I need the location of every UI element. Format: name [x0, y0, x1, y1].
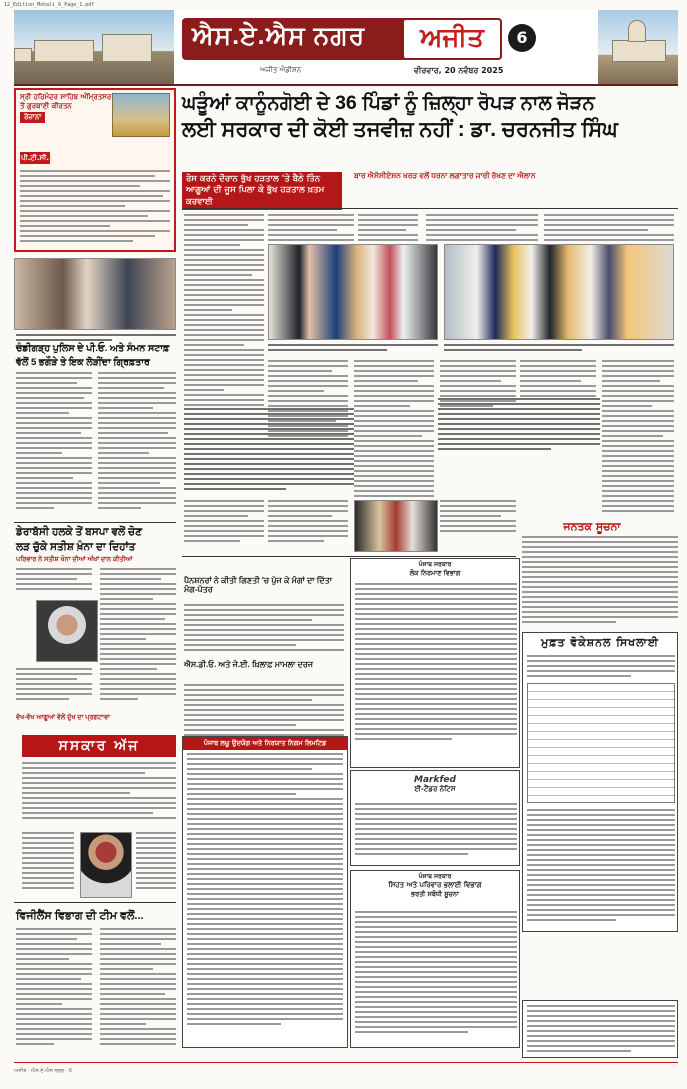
condolence-line: ਵੱਖ-ਵੱਖ ਆਗੂਆਂ ਵੱਲੋਂ ਦੁੱਖ ਦਾ ਪ੍ਰਗਟਾਵਾ — [16, 714, 111, 721]
promo-label: ਪੀ.ਟੀ.ਸੀ. — [21, 154, 49, 162]
satish-khanna-headline: ਲੜ ਚੁੱਕੇ ਸਤੀਸ਼ ਖ਼ੰਨਾ ਦਾ ਦਿਹਾਂਤ — [16, 541, 136, 553]
promo-headline: ਸ੍ਰੀ ਹਰਿਮੰਦਰ ਸਾਹਿਬ ਅੰਮ੍ਰਿਤਸਰ ਤੋਂ ਗੁਰਬਾਣੀ ਕੀਰਤਨ — [20, 93, 112, 110]
page-number: 6 — [508, 24, 536, 52]
publication-date: ਵੀਰਵਾਰ, 20 ਨਵੰਬਰ 2025 — [414, 66, 504, 75]
lead-text-col1 — [184, 214, 264, 409]
case-text — [184, 684, 344, 739]
masthead-banner — [182, 18, 502, 60]
lead-text-col5b — [520, 360, 596, 400]
tender-notice-text — [187, 753, 343, 1028]
health-govt-label: ਪੰਜਾਬ ਸਰਕਾਰ — [418, 873, 452, 880]
public-notice-heading: ਜਨਤਕ ਸੂਚਨਾ — [563, 520, 621, 533]
bold-summary-right — [438, 398, 600, 453]
eproc-govt-label: ਪੰਜਾਬ ਸਰਕਾਰ — [418, 561, 452, 568]
satish-khanna-kicker: ਪਰਿਵਾਰ ਨੇ ਸਤੀਸ਼ ਖੰਨਾ ਦੀਆਂ ਅੱਖਾਂ ਦਾਨ ਕੀਤੀਆਂ — [16, 556, 133, 563]
markfed-logo: Markfed — [414, 775, 456, 785]
advertising-contact-box — [522, 1000, 678, 1058]
health-notice-box — [350, 870, 520, 1048]
chandigarh-police-subheadline: ਵੱਲੋਂ 5 ਭਗੌੜੇ ਤੇ ਇਕ ਲੋੜੀਂਦਾ ਗ੍ਰਿਫ਼ਤਾਰ — [16, 357, 150, 368]
chandigarh-police-headline: ਚੰਡੀਗੜ੍ਹ ਪੁਲਿਸ ਦੇ ਪੀ.ਓ. ਅਤੇ ਸੰਮਨ ਸਟਾਫ਼ — [16, 343, 170, 354]
vigilance-headline: ਵਿਜੀਲੈਂਸ ਵਿਭਾਗ ਦੀ ਟੀਮ ਵਲੋਂ... — [16, 910, 144, 922]
masthead-photo-right — [598, 10, 678, 84]
eproc-table — [355, 583, 517, 743]
vocational-conditions — [527, 809, 675, 924]
main-headline-line1: ਘੜੂੰਆਂ ਕਾਨੂੰਨਗੋਈ ਦੇ 36 ਪਿੰਡਾਂ ਨੂੰ ਜ਼ਿਲ੍ਹਾ ਰੋਪੜ ਨਾਲ ਜੋੜਨ — [182, 92, 595, 114]
satish-story-text-1 — [16, 568, 92, 593]
lead-text-col6b — [602, 360, 674, 515]
public-notice-text — [522, 536, 678, 626]
vocational-training-title: ਮੁਫ਼ਤ ਵੋਕੇਸ਼ਨਲ ਸਿਖਲਾਈ — [541, 636, 659, 649]
masthead-photo-left — [14, 10, 174, 84]
masthead — [14, 10, 678, 86]
markfed-text — [355, 803, 517, 858]
officials-meeting-photo — [268, 244, 438, 340]
tender-notice-title: ਪੰਜਾਬ ਲਘੂ ਉਦਯੋਗ ਅਤੇ ਨਿਰਯਾਤ ਨਿਗਮ ਲਿਮਟਿਡ — [183, 737, 347, 750]
bold-summary-left — [184, 408, 354, 493]
protest-photo-caption — [444, 344, 674, 354]
promo-tag: ਰੋਜ਼ਾਨਾ — [20, 112, 45, 123]
satish-khanna-portrait — [36, 600, 98, 662]
vocational-text — [527, 655, 675, 680]
strike-subheadline: ਰੋਸ ਕਰਨੇ ਦੌਰਾਨ ਭੁੱਖ ਹੜਤਾਲ 'ਤੇ ਬੈਠੇ ਤਿੰਨ ਆਗੂਆਂ ਦੀ ਜੂਸ ਪਿਲਾ ਕੇ ਭੁੱਖ ਹੜਤਾਲ ਖ਼ਤਮ ਕਰਵਾਈ — [182, 172, 342, 210]
vocational-training-box — [522, 632, 678, 932]
advertising-contact-text — [527, 1005, 675, 1055]
bar-association-kicker: ਬਾਰ ਐਸੋਸੀਏਸ਼ਨ ਖਰੜ ਵਲੋਂ ਧਰਨਾ ਲਗਾਤਾਰ ਜਾਰੀ ਰੱਖਣ ਦਾ ਐਲਾਨ — [354, 171, 536, 180]
police-story-text-2 — [98, 372, 176, 512]
case-registered-headline: ਐਸ.ਡੀ.ਓ. ਅਤੇ ਜੇ.ਈ. ਖ਼ਿਲਾਫ਼ ਮਾਮਲਾ ਦਰਜ — [184, 660, 313, 669]
meeting-photo-caption — [268, 344, 438, 354]
pensioners-text — [184, 604, 344, 654]
promo-body-text — [20, 170, 170, 245]
lead-text-col2c — [268, 500, 348, 545]
eproc-notice-box — [350, 558, 520, 768]
vocational-table — [527, 683, 675, 803]
lawyers-protest-photo — [444, 244, 674, 340]
vigilance-text-2 — [100, 928, 176, 1048]
satish-story-text-3 — [16, 668, 92, 703]
police-arrest-photo — [14, 258, 176, 330]
lead-text-col5 — [544, 214, 674, 244]
main-headline-line2: ਲਈ ਸਰਕਾਰ ਦੀ ਕੋਈ ਤਜਵੀਜ਼ ਨਹੀਂ : ਡਾ. ਚਰਨਜੀਤ ਸਿੰਘ — [182, 118, 618, 141]
health-text — [355, 911, 517, 1036]
police-story-text-1 — [16, 372, 92, 512]
obituary-portrait — [80, 832, 132, 898]
lead-text-col4c — [440, 500, 516, 535]
file-strip: 12_Edition_Mohali_6_Page_1.pdf — [4, 2, 95, 8]
tender-notice-box — [182, 736, 348, 1048]
pensioners-headline: ਪੈਨਸ਼ਨਰਾਂ ਨੇ ਕੀਤੀ ਗਿਣਤੀ 'ਚ ਪੁੱਜ ਕੇ ਮੰਗਾਂ ਦਾ ਦਿੱਤਾ ਮੰਗ-ਪੱਤਰ — [184, 576, 333, 595]
dera-bassi-headline: ਡੇਰਾਬੱਸੀ ਹਲਕੇ ਤੋਂ ਬਸਪਾ ਵਲੋਂ ਚੋਣ — [16, 526, 142, 538]
sanskar-text-3 — [136, 832, 176, 892]
promo-box — [14, 88, 176, 252]
brand-logo: ਅਜੀਤ — [402, 18, 502, 60]
markfed-etender: ਈ-ਟੈਂਡਰ ਨੋਟਿਸ — [414, 785, 456, 793]
page-footer: ਅਜੀਤ · ਐਸ.ਏ.ਐਸ ਨਗਰ · 6 — [14, 1068, 73, 1074]
health-notice-title: ਭਰਤੀ ਸਬੰਧੀ ਸੂਚਨਾ — [411, 890, 459, 898]
sanskar-text — [22, 762, 176, 822]
sanskar-text-2 — [22, 832, 74, 892]
masthead-tagline: ਅਜੀਤ ਐਡੀਸ਼ਨ — [260, 66, 302, 74]
sanskar-today-heading: ਸਸਕਾਰ ਅੱਜ — [22, 735, 176, 757]
vigilance-text-1 — [16, 928, 92, 1048]
eproc-dept: ਲੋਕ ਨਿਰਮਾਣ ਵਿਭਾਗ — [409, 569, 461, 577]
lead-text-col1c — [184, 500, 264, 545]
inset-photo — [354, 500, 438, 552]
markfed-notice-box — [350, 770, 520, 866]
health-dept: ਸਿਹਤ ਅਤੇ ਪਰਿਵਾਰ ਭਲਾਈ ਵਿਭਾਗ — [388, 881, 482, 889]
edition-city: ਐਸ.ਏ.ਐਸ ਨਗਰ — [192, 22, 366, 50]
satish-story-text-2 — [100, 568, 176, 703]
golden-temple-photo — [112, 93, 170, 137]
lead-text-col4 — [426, 214, 538, 244]
